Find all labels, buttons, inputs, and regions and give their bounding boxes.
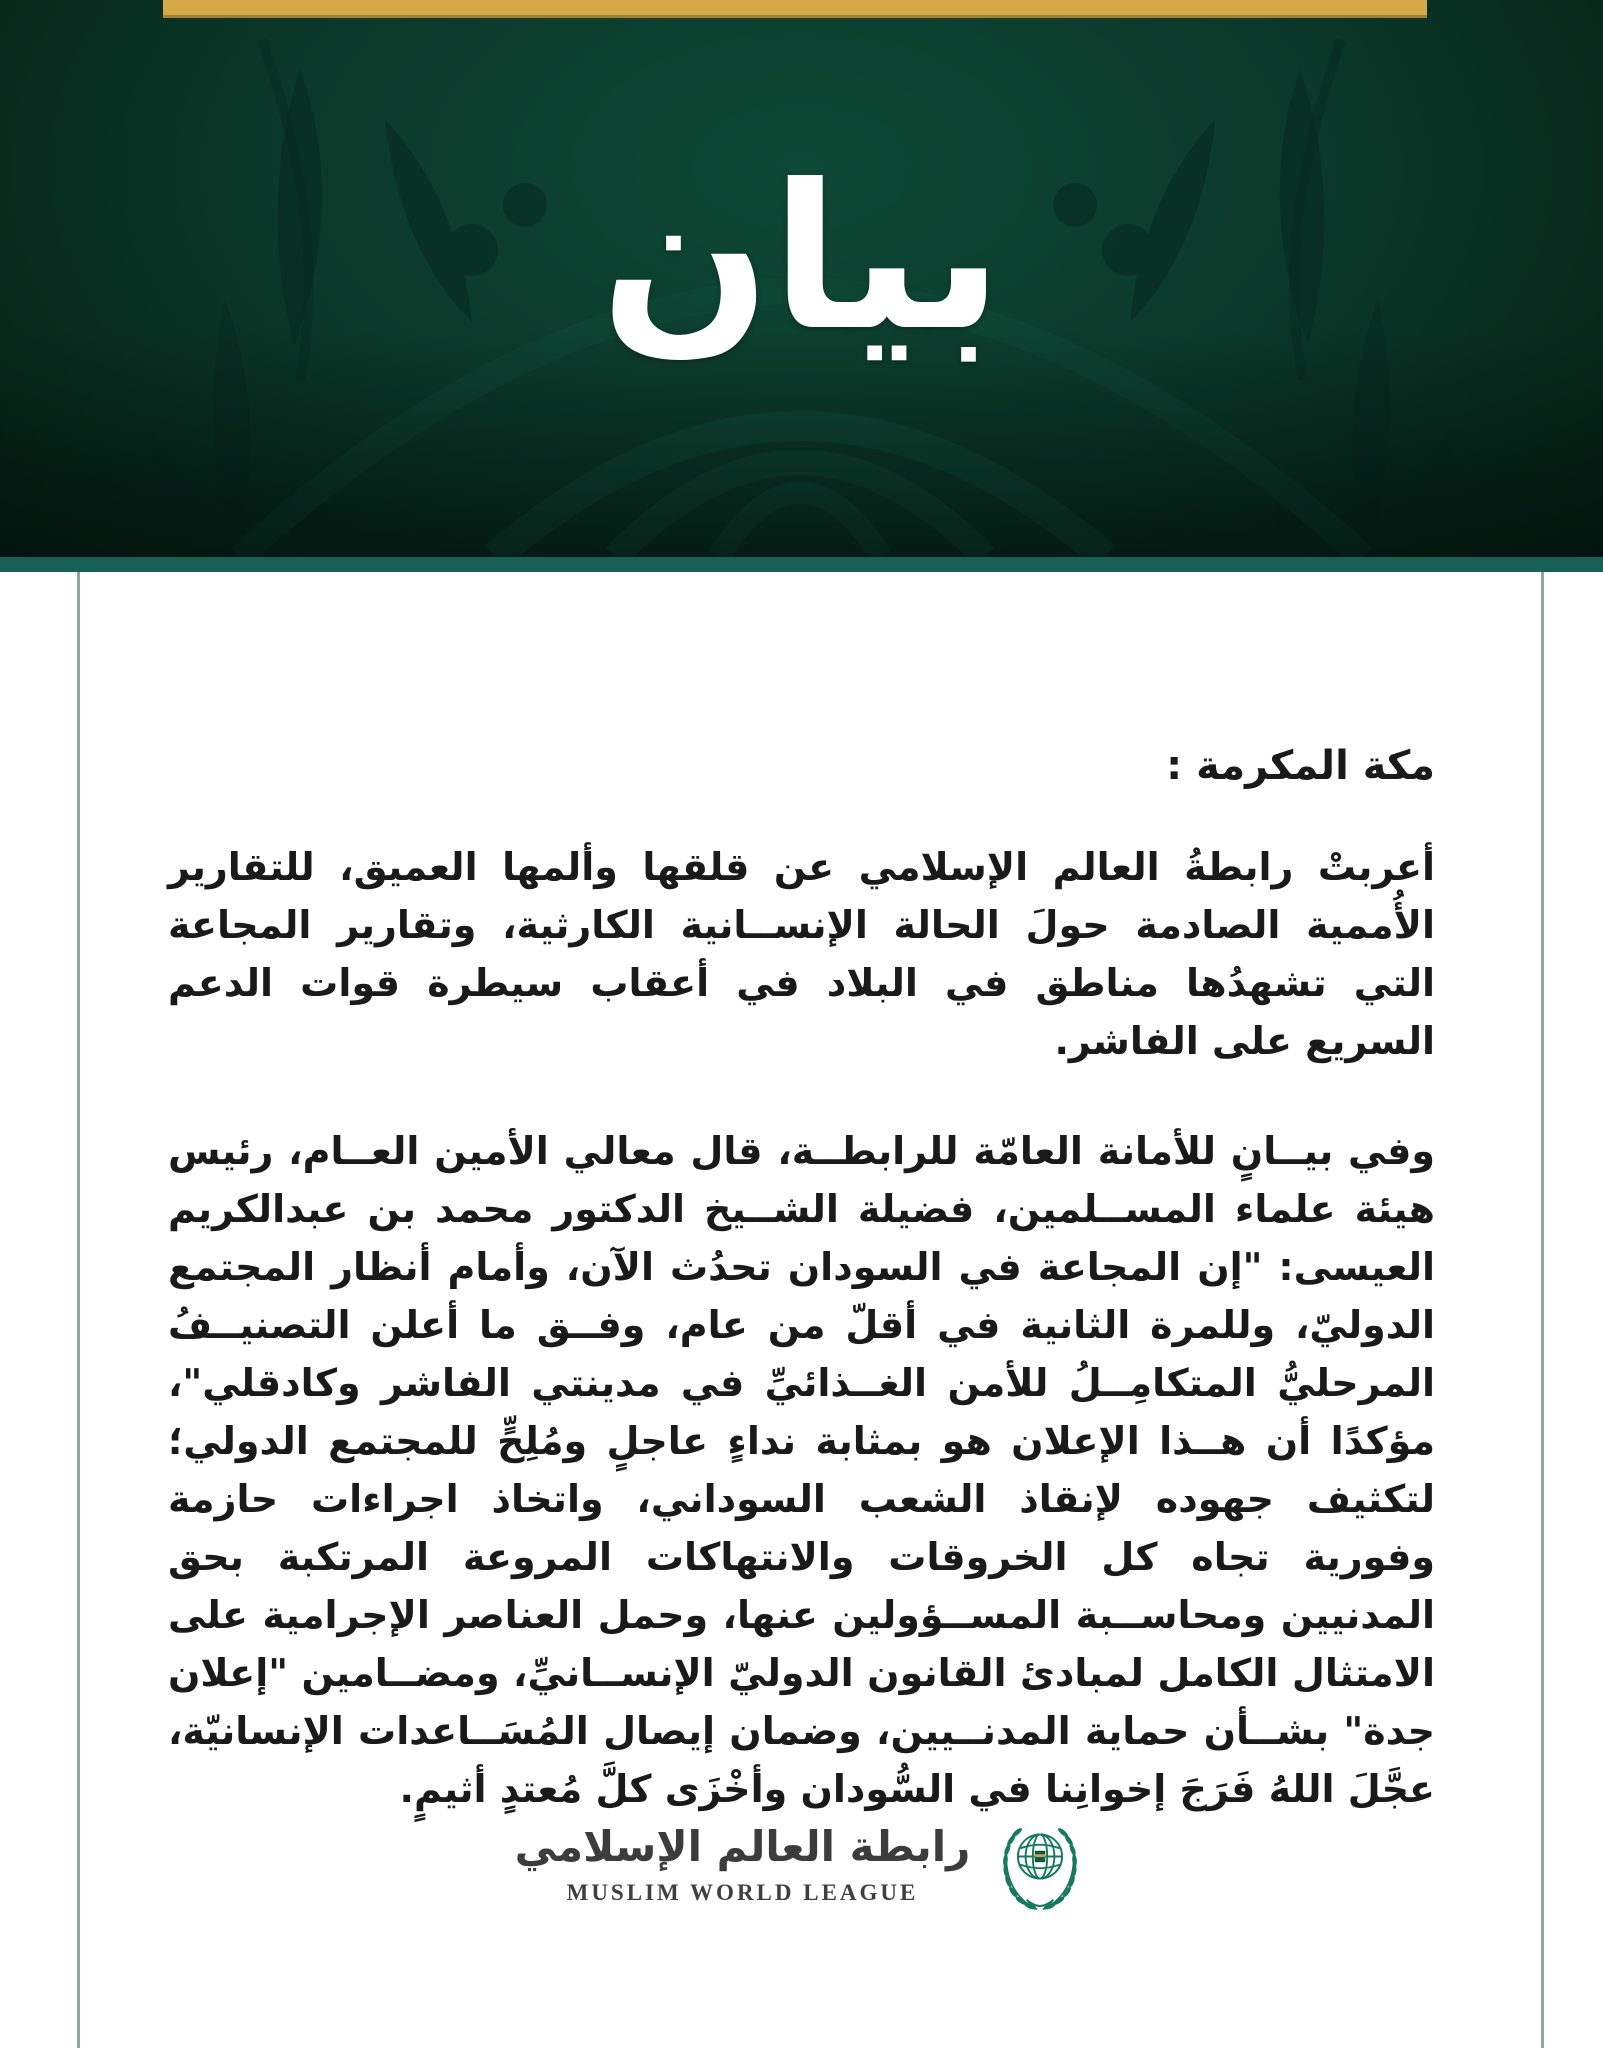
bayan-calligraphy-title: بيان [600,141,1003,375]
mwl-english-name: MUSLIM WORLD LEAGUE [566,1880,919,1906]
paragraph-1: أعربتْ رابطةُ العالم الإسلامي عن قلقها وألمها العميق، للتقارير الأُممية الصادمة حولَ الحالة الإنســانية الكارثية، وتقارير المجاعة التي تشهدُها مناطق في البلاد في أعقاب سيطرة قوات الدعم السريع على الفاشر. [168,845,1435,1063]
dateline-makkah: مكة المكرمة : [1166,743,1435,789]
mwl-arabic-calligraphy: رابطة العالم الإسلامي [514,1822,971,1871]
teal-divider-strip [0,557,1603,572]
statement-body [168,572,1435,1818]
header-banner [0,0,1603,557]
mwl-logo-text-column [515,1818,971,1906]
paragraph-2: وفي بيــانٍ للأمانة العامّة للرابطــة، قال معالي الأمين العــام، رئيس هيئة علماء المســلمين، فضيلة الشــيخ الدكتور محمد بن عبدالكريم العيسى: "إن المجاعة في السودان تحدُث الآن، وأمام أنظار المجتمع الدوليّ، وللمرة الثانية في أقلّ من عام، وفــق ما أعلن التصنيــفُ المرحليُّ المتكامِــلُ للأمن الغــذائيِّ في مدينتي الفاشر وكادقلي"، مؤكدًا أن هــذا الإعلان هو بمثابة نداءٍ عاجلٍ ومُلِحٍّ للمجتمع الدولي؛ لتكثيف جهوده لإنقاذ الشعب السوداني، واتخاذ اجراءات حازمة وفورية تجاه كل الخروقات والانتهاكات المروعة المرتكبة بحق المدنيين ومحاســبة المســؤولين عنها، وحمل العناصر الإجرامية على الامتثال الكامل لمبادئ القانون الدوليّ الإنســانيِّ، ومضــامين "إعلان جدة" بشــأن حماية المدنــيين، وضمان إيصال المُسَــاعدات الإنسانيّة، عجَّلَ اللهُ فَرَجَ إخوانِنا في السُّودان وأخْزَى كلَّ مُعتدٍ أثيمٍ. [168,1129,1435,1811]
mwl-emblem-icon [992,1818,1088,1918]
mwl-logo-block [0,1818,1603,1918]
